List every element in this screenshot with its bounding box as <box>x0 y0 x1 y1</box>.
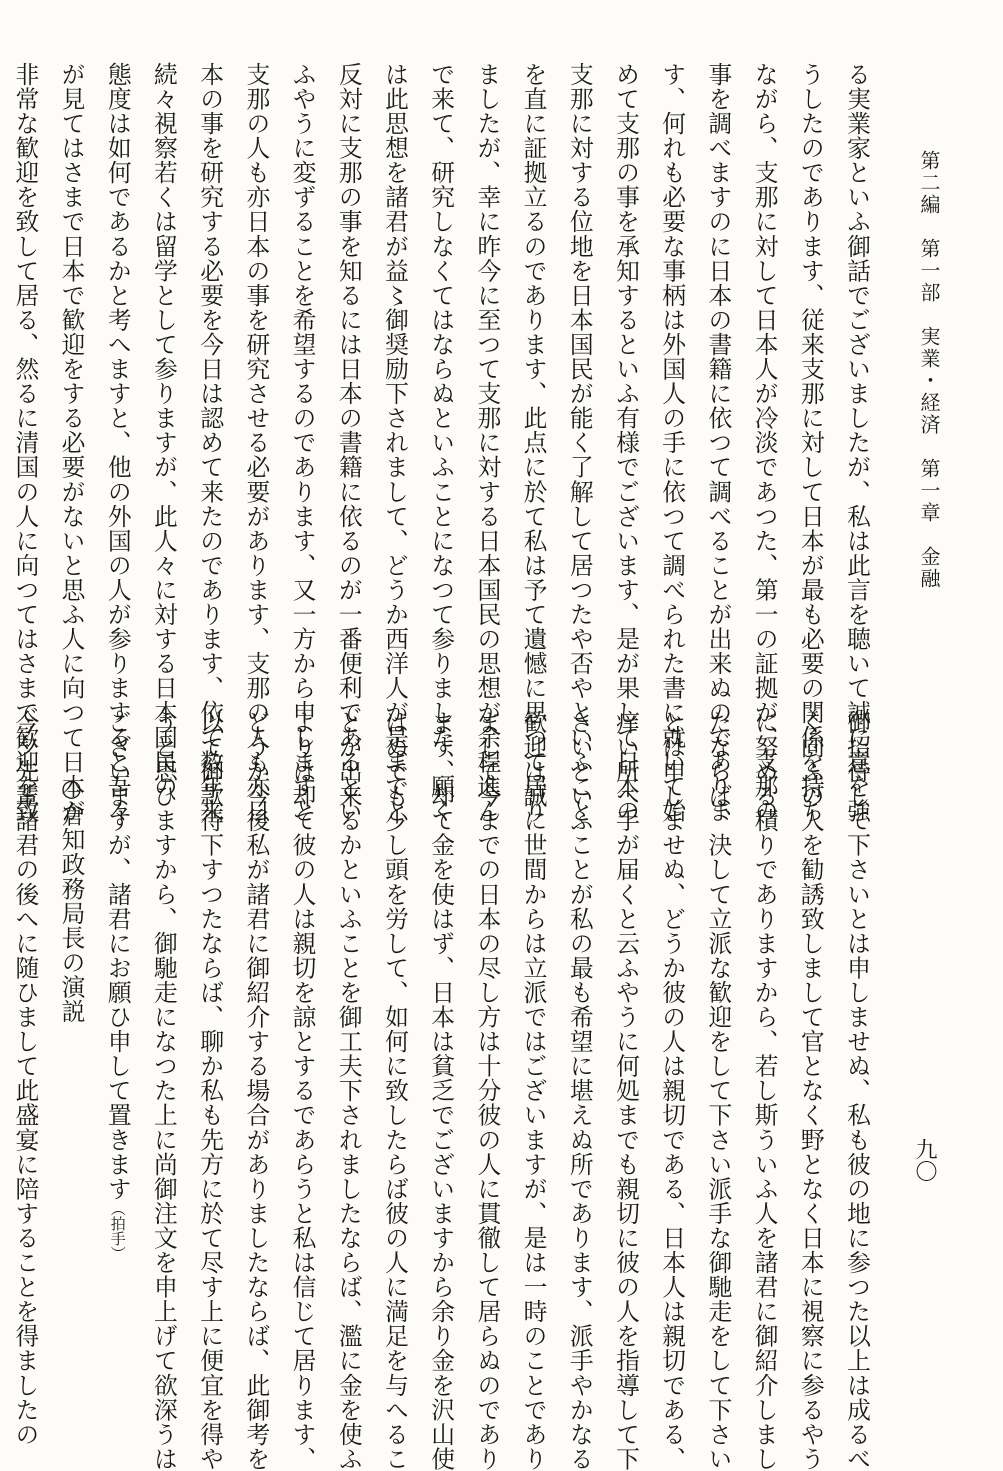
text-column: 続々視察若くは留学として参りますが、此人々に対する日本国民の <box>149 62 178 799</box>
page-number: 九〇 <box>912 1138 937 1182</box>
speech-heading: ○倉知政務局長の演説 <box>57 774 86 1024</box>
text-column: く向ふの人を勧誘致しまして官となく野となく日本に視察に参るやう <box>796 710 825 1471</box>
text-column: まして今までの日本の尽し方は十分彼の人に貫徹して居らぬのであり <box>473 710 502 1471</box>
text-column: とが出来るかといふことを御工夫下されましたならば、濫に金を使ふ <box>334 710 363 1471</box>
text-column: ます、却て金を使はず、日本は貧乏でございますから余り金を沢山使 <box>427 710 456 1471</box>
text-column: うと思ひますから、御馳走になつた上に尚御注文を申上げて欲深うは <box>149 710 178 1471</box>
text-column: す、何れも必要な事柄は外国人の手に依つて調べられた書に就いて始 <box>658 62 687 824</box>
text-column: 事を調べますのに日本の書籍に依つて調べることが出来ぬのでありま <box>704 62 733 824</box>
text-column: はぬでも少し頭を労して、如何に致したらば彼の人に満足を与へるこ <box>380 710 409 1471</box>
text-column: に努める積りでありますから、若し斯ういふ人を諸君に御紹介しまし <box>750 710 779 1471</box>
text-column: 非常な歓迎を致して居る、然るに清国の人に向つてはさまで歓迎を致 <box>11 62 40 824</box>
closing-text: ございますが、諸君にお願ひ申して置きます <box>103 710 132 1201</box>
text-column: は此思想を諸君が益〻御奨励下されまして、どうか西洋人が是までと <box>380 62 409 824</box>
text-column: どうか今後私が諸君に御紹介する場合がありましたならば、此御考を <box>242 710 271 1471</box>
text-column: が見てはさまで日本で歓迎をする必要がないと思ふ人に向つて日本が <box>57 62 86 824</box>
text-column: うしたのであります、従来支那に対して日本が最も必要の関係を持ち <box>796 62 825 824</box>
closing-column <box>95 710 141 1335</box>
text-column <box>0 62 2 662</box>
text-column: る実業家といふ御話でございましたが、私は此言を聴いて誠に意を強 <box>843 62 871 824</box>
running-head: 第二編 第一部 実業・経済 第一章 金融 <box>917 150 941 590</box>
text-column: 御招待して下さいとは申しませぬ、私も彼の地に参つた以上は成るべ <box>843 710 871 1471</box>
text-column: 反対に支那の事を知るには日本の書籍に依るのが一番便利であるとい <box>334 62 363 824</box>
text-column <box>0 710 2 1335</box>
text-column: ながら、支那に対して日本人が冷淡であつた、第一の証拠が、支那の <box>750 62 779 824</box>
text-column: で来て、研究しなくてはならぬといふことになつて参りました、願く <box>427 62 456 824</box>
text-column: 支那の人も亦日本の事を研究させる必要があります、支那の人も亦日 <box>242 62 271 824</box>
text-column: よりは却て彼の人は親切を諒とするであらうと私は信じて居ります、 <box>288 710 317 1471</box>
upper-text-block <box>11 62 880 824</box>
text-column: めて支那の事を承知するといふ有様でございます、是が果して日本の <box>611 62 640 824</box>
text-column: たならば、決して立派な歓迎をして下さい派手な御馳走をして下さい <box>704 710 733 1471</box>
text-column: 痒い所へ手が届くと云ふやうに何処までも親切に彼の人を指導して下 <box>611 710 640 1471</box>
text-column: 支那に対する位地を日本国民が能く了解して居つたや否やといふこと <box>565 62 594 824</box>
text-column: を直に証拠立るのであります、此点に於て私は予て遺憾に思つて居り <box>519 62 548 824</box>
text-column: さいといふことが私の最も希望に堪えぬ所であります、派手やかなる <box>565 710 594 1471</box>
text-column: 今夕先輩諸君の後へに随ひまして此盛宴に陪することを得ましたの <box>11 710 40 1447</box>
text-column: 以て御款待下すつたならば、聊か私も先方に於て尽す上に便宜を得や <box>196 710 225 1471</box>
applause-note: （拍手） <box>108 1201 127 1261</box>
text-column: 歓迎は誠に世間からは立派ではございますが、是は一時のことであり <box>519 710 548 1471</box>
text-column: とは申しませぬ、どうか彼の人は親切である、日本人は親切である、 <box>658 710 687 1471</box>
text-column: 本の事を研究する必要を今日は認めて来たのであります、依て数年来 <box>196 62 225 824</box>
lower-text-block <box>11 710 880 1471</box>
text-column: ましたが、幸に昨今に至つて支那に対する日本国民の思想が余程進ん <box>473 62 502 824</box>
text-column: 態度は如何であるかと考へますと、他の外国の人が参りますると吾々 <box>103 62 132 824</box>
text-column: ふやうに変ずることを希望するのであります、又一方から申しますと <box>288 62 317 824</box>
